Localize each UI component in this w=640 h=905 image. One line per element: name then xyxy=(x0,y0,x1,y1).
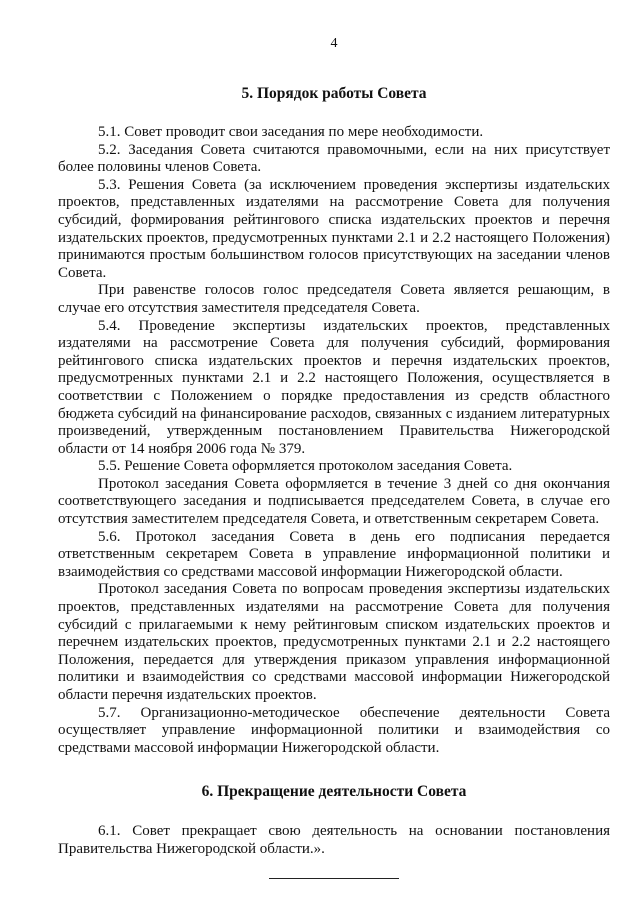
paragraph-5-5-protocol: Протокол заседания Совета оформляется в течение 3 дней со дня окончания соответствующего заседания и подписывается председателем Совета, в случае его отсутствия заместителем председателя Совета, и ответственным секретарем Совета. xyxy=(58,475,610,528)
paragraph-5-7: 5.7. Организационно-методическое обеспечение деятельности Совета осуществляет управление информационной политики и взаимодействия со средствами массовой информации Нижегородской области. xyxy=(58,704,610,756)
section-6-heading: 6. Прекращение деятельности Совета xyxy=(201,783,467,801)
paragraph-5-5: 5.5. Решение Совета оформляется протоколом заседания Совета. xyxy=(98,458,513,475)
paragraph-5-3: 5.3. Решения Совета (за исключением проведения экспертизы издательских проектов, представленных издателями на рассмотрение Совета для получения субсидий, формирования рейтингового списка издательских проектов и перечня издательских проектов, предусмотренных пунктами 2.1 и 2.2 настоящего Положения) принимаются простым большинством голосов присутствующих на заседании членов Совета. xyxy=(58,176,610,281)
section-5-heading: 5. Порядок работы Совета xyxy=(241,85,427,102)
page-number: 4 xyxy=(330,36,338,51)
paragraph-5-2: 5.2. Заседания Совета считаются правомочными, если на них присутствует более половины членов Совета. xyxy=(58,141,610,176)
closing-rule xyxy=(269,878,399,879)
paragraph-5-6: 5.6. Протокол заседания Совета в день его подписания передается ответственным секретарем Совета в управление информационной политики и взаимодействия со средствами массовой информации Нижегородской области. xyxy=(58,528,610,580)
paragraph-5-1: 5.1. Совет проводит свои заседания по мере необходимости. xyxy=(98,124,484,140)
paragraph-5-3-tie-vote: При равенстве голосов голос председателя Совета является решающим, в случае его отсутствия заместителя председателя Совета. xyxy=(58,282,610,316)
paragraph-6-1: 6.1. Совет прекращает свою деятельность на основании постановления Правительства Нижегородской области.». xyxy=(58,823,610,857)
paragraph-5-4: 5.4. Проведение экспертизы издательских проектов, представленных издателями на рассмотрение Совета для получения субсидий, формирования рейтингового списка издательских проектов и перечня издательских проектов, предусмотренных пунктами 2.1 и 2.2 настоящего Положения, осуществляется в соответствии с Положением о порядке предоставления из средств областного бюджета субсидий на финансирование расходов, связанных с изданием литературных произведений, утвержденным постановлением Правительства Нижегородской области от 14 ноября 2006 года № 379. xyxy=(58,317,610,457)
paragraph-5-6-expertise-protocol: Протокол заседания Совета по вопросам проведения экспертизы издательских проектов, представленных издателями на рассмотрение Совета для получения субсидий с прилагаемыми к нему рейтинговым списком издательских проектов и перечнем издательских проектов, предусмотренных пунктами 2.1 и 2.2 настоящего Положения, передается для утверждения приказом управления информационной политики и взаимодействия со средствами массовой информации Нижегородской области перечня издательских проектов. xyxy=(58,581,610,703)
